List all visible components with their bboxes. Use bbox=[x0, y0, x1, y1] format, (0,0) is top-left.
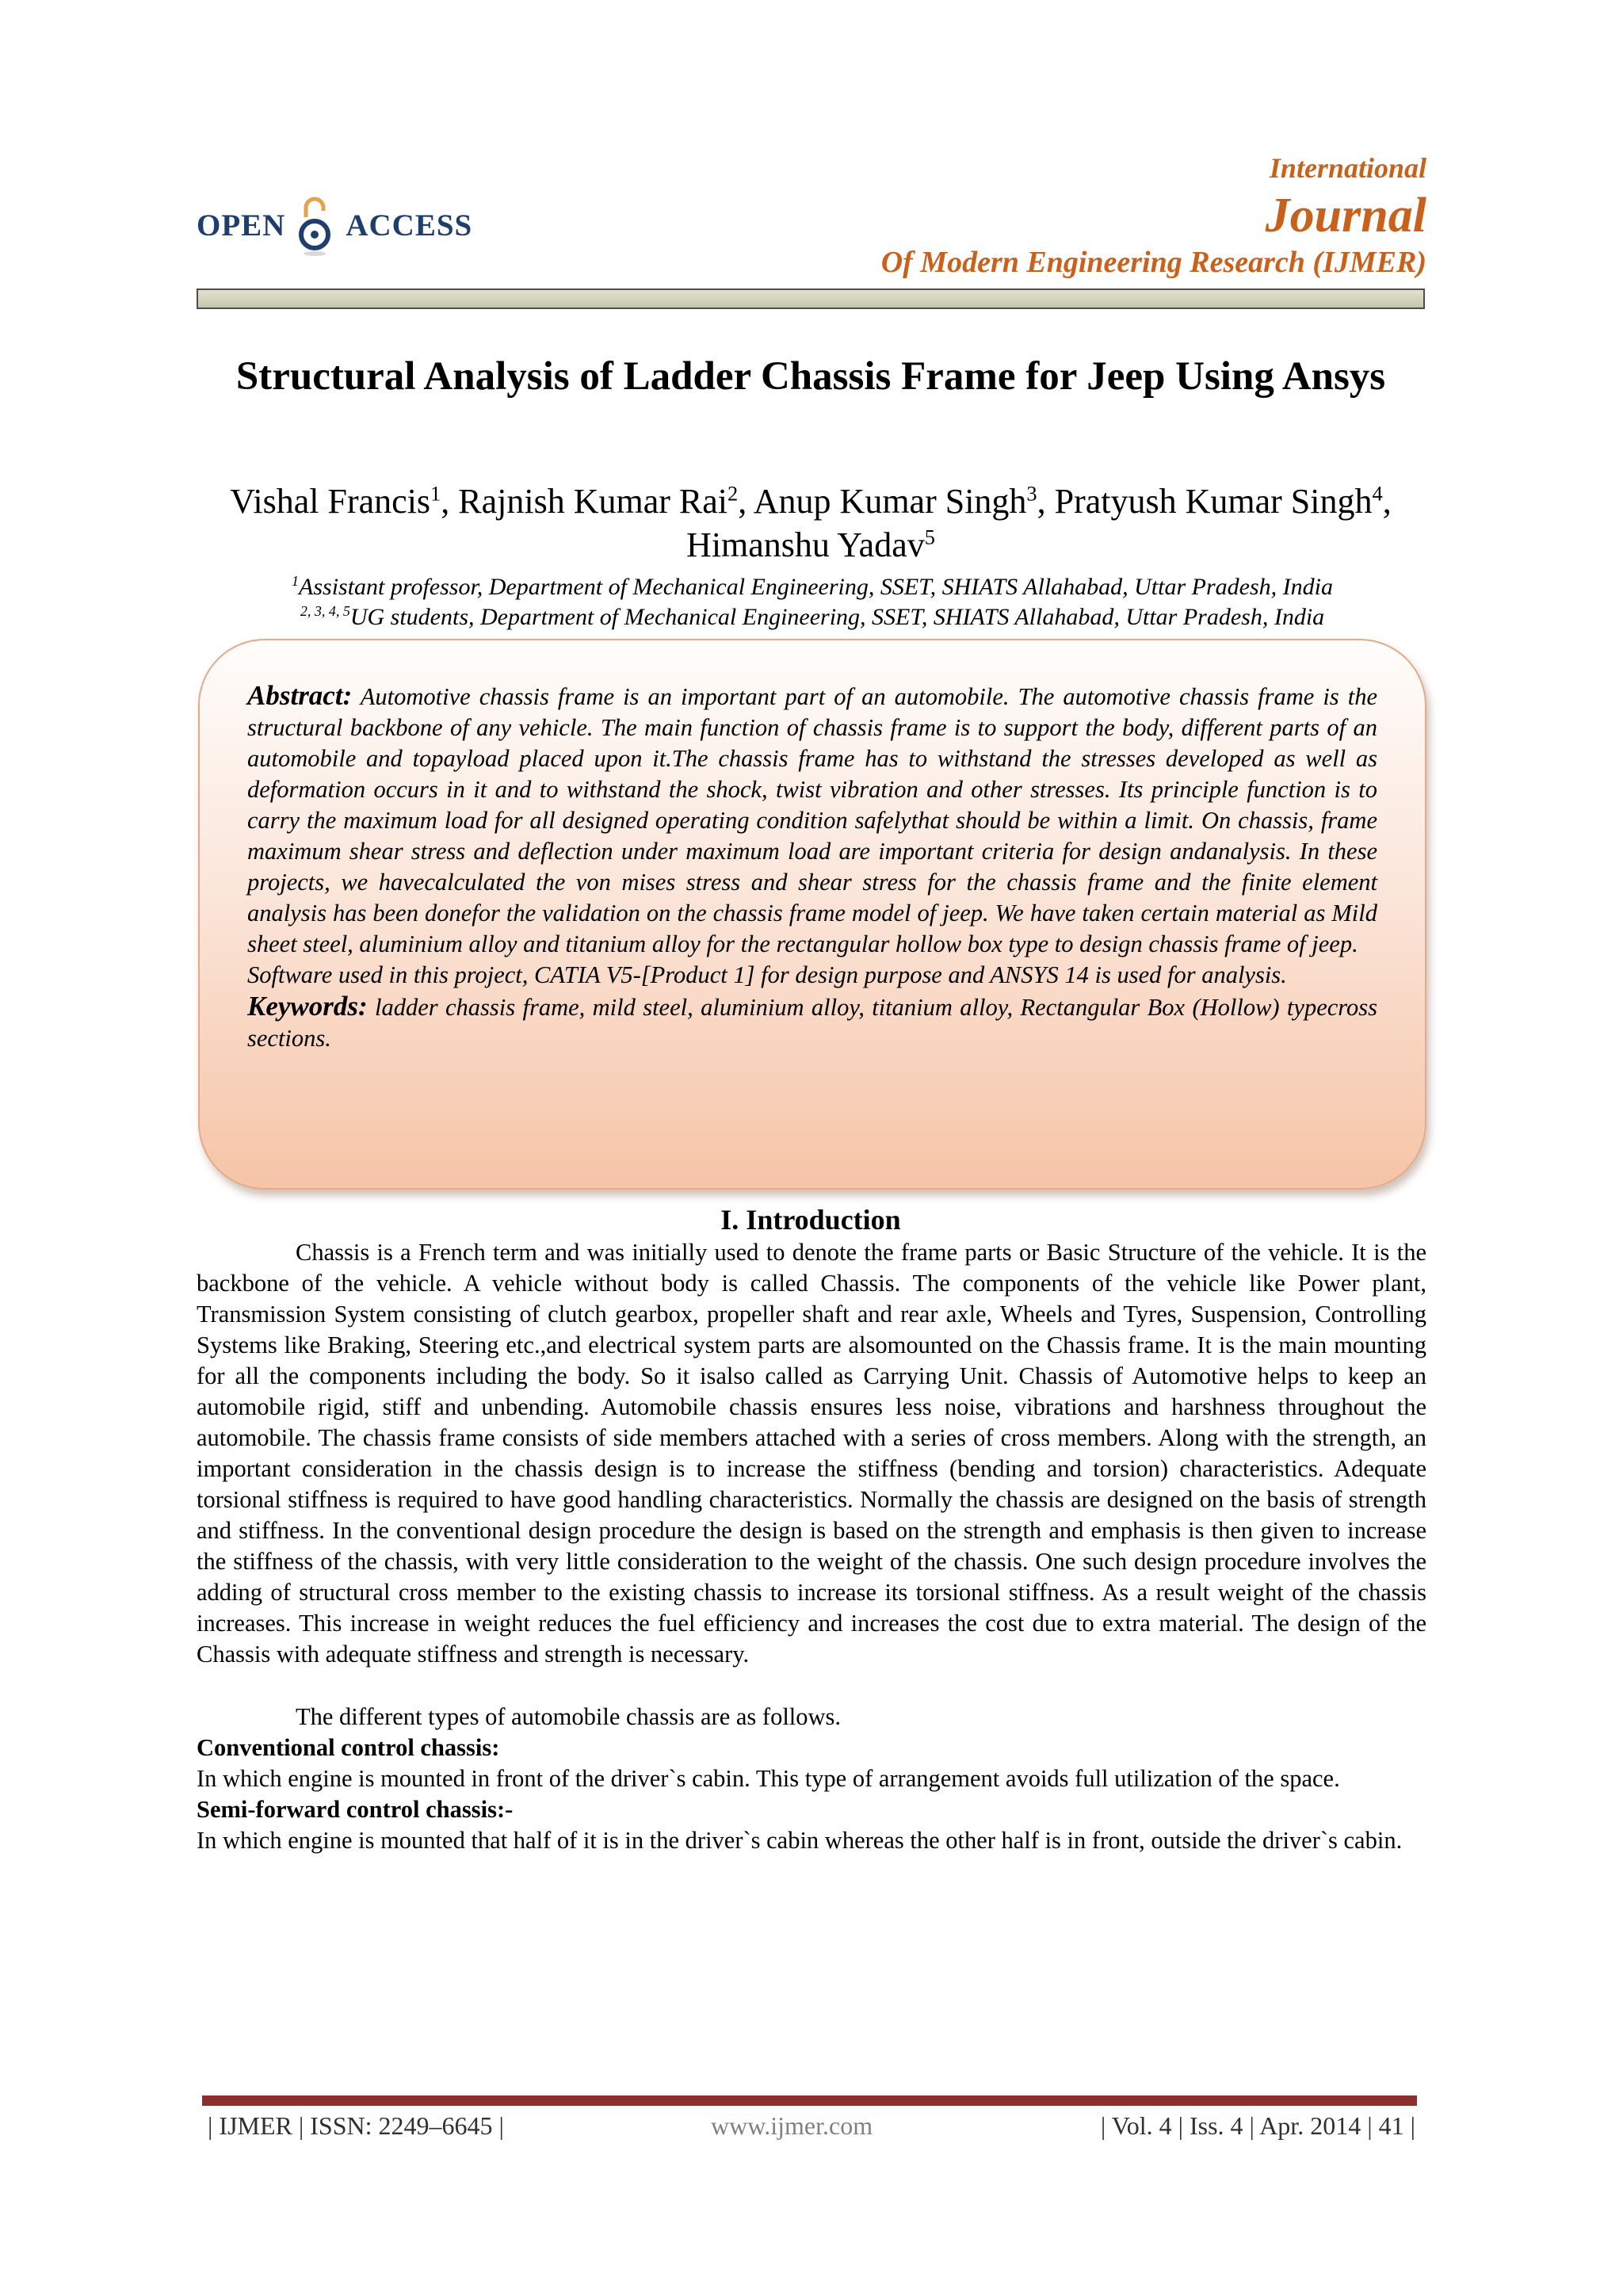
abstract-label: Abstract: bbox=[247, 680, 353, 711]
abstract-software: Software used in this project, CATIA V5-[Product 1] for design purpose and ANSYS 14 is used for analysis. bbox=[247, 961, 1287, 988]
journal-name-line3: Of Modern Engineering Research (IJMER) bbox=[880, 246, 1426, 279]
author-name: Vishal Francis bbox=[230, 482, 431, 521]
journal-name-line1: International bbox=[1269, 152, 1426, 184]
author-list: Vishal Francis$^1$, Rajnish Kumar Rai$^2$, Anup Kumar Singh$^3$, Pratyush Kumar Singh$^4$, Himanshu Yadav$^5$ bbox=[230, 481, 1392, 564]
journal-name-line2: Journal bbox=[1265, 189, 1426, 243]
author-sup: 2 bbox=[727, 481, 739, 506]
section-heading: I. Introduction bbox=[720, 1204, 901, 1236]
author-name: Anup Kumar Singh bbox=[753, 482, 1027, 521]
abstract-box bbox=[198, 639, 1426, 1190]
header-rule bbox=[197, 288, 1425, 309]
footer-issn: | IJMER | ISSN: 2249–6645 | bbox=[208, 2111, 504, 2140]
body-text bbox=[197, 1237, 1426, 1856]
affiliation-text: UG students, Department of Mechanical Engineering, SSET, SHIATS Allahabad, Uttar Pradesh, India bbox=[349, 604, 1325, 630]
author-name: Pratyush Kumar Singh bbox=[1054, 482, 1373, 521]
body-paragraph: Chassis is a French term and was initially used to denote the frame parts or Basic Structure of the vehicle. It is the backbone of the vehicle. A vehicle without body is called Chassis. The components of the vehicle like Power plant, Transmission System consisting of clutch gearbox, propeller shaft and rear axle, Wheels and Tyres, Suspension, Controlling Systems like Braking, Steering etc.,and electrical system parts are alsomounted on the Chassis frame. It is the main mounting for all the components including the body. So it isalso called as Carrying Unit. Chassis of Automotive helps to keep an automobile rigid, stiff and unbending. Automobile chassis ensures less noise, vibrations and harshness throughout the automobile. The chassis frame consists of side members attached with a series of cross members. Along with the strength, an important consideration in the chassis design is to increase the stiffness (bending and torsion) characteristics. Adequate torsional stiffness is required to have good handling characteristics. Normally the chassis are designed on the basis of strength and stiffness. In the conventional design procedure the design is based on the strength and emphasis is then given to increase the stiffness of the chassis, with very little consideration to the weight of the chassis. One such design procedure involves the adding of structural cross member to the existing chassis to increase its torsional stiffness. As a result weight of the chassis increases. This increase in weight reduces the fuel efficiency and increases the cost due to extra material. The design of the Chassis with adequate stiffness and strength is necessary. bbox=[197, 1239, 1426, 1668]
footer-rule bbox=[202, 2095, 1417, 2106]
journal-name bbox=[881, 151, 1426, 281]
body-paragraph: In which engine is mounted that half of it is in the driver`s cabin whereas the other half is in front, outside the driver`s cabin. bbox=[197, 1827, 1403, 1854]
footer-volume-page: | Vol. 4 | Iss. 4 | Apr. 2014 | 41 | bbox=[1100, 2111, 1415, 2140]
author-sup: 1 bbox=[430, 481, 441, 506]
body-paragraph: The different types of automobile chassis are as follows. bbox=[296, 1703, 842, 1730]
subsection-heading: Semi-forward control chassis:- bbox=[197, 1796, 514, 1823]
body-paragraph: In which engine is mounted in front of the driver`s cabin. This type of arrangement avoids full utilization of the space. bbox=[197, 1765, 1340, 1792]
author-sup: 4 bbox=[1372, 481, 1383, 506]
abstract-text: Automotive chassis frame is an important part of an automobile. The automotive chassis frame is the structural backbone of any vehicle. The main function of chassis frame is to support the body, different parts of an automobile and topayload placed upon it.The chassis frame has to withstand the stresses developed as well as deformation occurs in it and to withstand the shock, twist vibration and other stresses. Its principle function is to carry the maximum load for all designed operating condition safelythat should be within a limit. On chassis, frame maximum shear stress and deflection under maximum load are important criteria for design andanalysis. In these projects, we havecalculated the von mises stress and shear stress for the chassis frame and the finite element analysis has been donefor the validation on the chassis frame model of jeep. We have taken certain material as Mild sheet steel, aluminium alloy and titanium alloy for the rectangular hollow box type to design chassis frame of jeep. bbox=[247, 683, 1377, 957]
keywords-text: ladder chassis frame, mild steel, aluminium alloy, titanium alloy, Rectangular Box (Hollow) typecross sections. bbox=[247, 994, 1377, 1052]
keywords-paragraph bbox=[247, 991, 1377, 1054]
open-access-word-open: OPEN bbox=[197, 208, 286, 243]
affiliation-text: Assistant professor, Department of Mechanical Engineering, SSET, SHIATS Allahabad, Uttar Pradesh, India bbox=[299, 574, 1333, 600]
open-lock-icon bbox=[296, 193, 333, 257]
subsection-heading: Conventional control chassis: bbox=[197, 1734, 500, 1761]
author-sup: 5 bbox=[924, 525, 935, 549]
author-name: Rajnish Kumar Rai bbox=[458, 482, 727, 521]
affiliation-sup: 1 bbox=[292, 573, 300, 589]
author-sup: 3 bbox=[1026, 481, 1037, 506]
paper-title: Structural Analysis of Ladder Chassis Frame for Jeep Using Ansys bbox=[235, 354, 1386, 399]
open-access-word-access: ACCESS bbox=[346, 208, 473, 243]
abstract-paragraph bbox=[247, 680, 1377, 960]
affiliation-sup: 2, 3, 4, 5 bbox=[300, 603, 350, 619]
affiliation bbox=[158, 602, 1466, 632]
author-name: Himanshu Yadav bbox=[686, 525, 925, 564]
open-access-logo bbox=[197, 193, 472, 257]
keywords-label: Keywords: bbox=[247, 991, 368, 1022]
footer-website-link[interactable]: www.ijmer.com bbox=[711, 2111, 873, 2140]
affiliation bbox=[158, 572, 1466, 602]
